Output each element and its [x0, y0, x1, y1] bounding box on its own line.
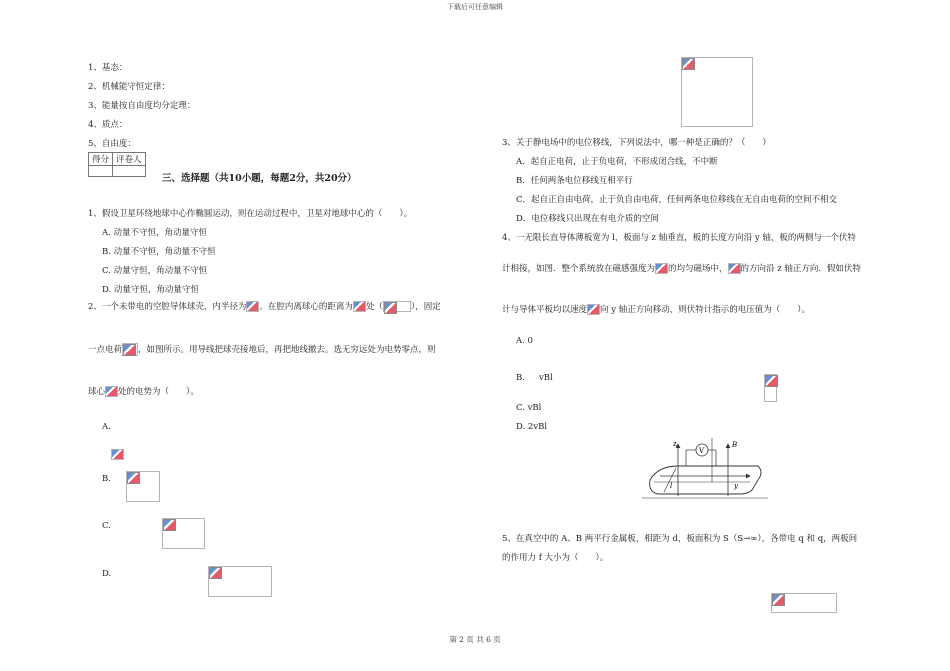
- formula-image-icon: [122, 343, 138, 356]
- q2-option-b: B.: [102, 474, 111, 484]
- q2-line3-b: 处的电势为（ ）。: [118, 387, 199, 397]
- q4-line3: [502, 303, 810, 315]
- q4-option-b-image: [764, 374, 777, 402]
- q2-line1-d: ），固定: [410, 302, 441, 312]
- image-icon: [656, 264, 667, 273]
- formula-image-icon: [246, 301, 259, 312]
- image-icon: [163, 519, 176, 531]
- q3-option-d: D．电位移线只出现在有电介质的空间: [516, 214, 659, 224]
- q4-line2-a: 计相接，如图．整个系统放在磁感强度为: [502, 264, 656, 274]
- formula-image-icon: [353, 301, 366, 312]
- q2-option-c: C.: [102, 521, 111, 531]
- q4-line3-b: 向 y 轴正方向移动，则伏特计指示的电压值为（ ）。: [600, 305, 810, 315]
- q4-line2: [502, 262, 861, 274]
- q5-line2: 的作用力 f 大小为（ ）。: [502, 553, 609, 563]
- image-icon: [729, 264, 740, 273]
- q3-stem: 3、关于静电场中的电位移线，下列说法中，哪一种是正确的？（ ）: [502, 138, 771, 148]
- image-icon: [354, 302, 365, 311]
- score-table: [88, 152, 146, 177]
- q3-option-b: B．任何两条电位移线互相平行: [516, 176, 633, 186]
- q4-line1: 4、一无限长直导体薄板宽为 l，板面与 z 轴垂直，板的长度方向沿 y 轴，板的两侧与一个伏特: [502, 233, 856, 243]
- q2-option-b-image: [126, 471, 160, 502]
- q2-line3: [88, 385, 199, 397]
- page-header: 下载后可任意编辑: [447, 3, 503, 11]
- q3-option-c: C．起自正自由电荷，止于负自由电荷，任何两条电位移线在无自由电荷的空间不相交: [516, 195, 838, 205]
- q2-option-a-image: [111, 449, 124, 460]
- fill-item-1: 1、基态：: [88, 63, 128, 73]
- q1-stem: 1、假设卫星环绕地球中心作椭圆运动，则在运动过程中，卫星对地球中心的（ ）。: [88, 209, 413, 219]
- q2-line2-b: ，如图所示。用导线把球壳接地后，再把地线撤去。选无穷远处为电势零点，则: [138, 345, 436, 355]
- width-label: l: [670, 482, 673, 490]
- image-icon: [247, 302, 258, 311]
- formula-image-icon: [105, 386, 118, 397]
- formula-image-icon: [728, 263, 741, 274]
- fill-item-3: 3、能量按自由度均分定理：: [88, 101, 196, 111]
- q2-option-a: A.: [102, 422, 111, 432]
- q2-option-d-image: [208, 566, 272, 597]
- image-icon: [588, 305, 599, 314]
- q5-line1: 5、在真空中的 A、B 两平行金属板，相距为 d，板面积为 S（S→∞），各带电 q 和 q，两板间: [502, 534, 858, 544]
- q4-line2-b: 的均匀磁场中，: [668, 264, 728, 274]
- grader-cell: 评卷人: [113, 153, 146, 166]
- y-axis-label: y: [734, 482, 738, 490]
- q4-option-b: B.: [516, 373, 525, 383]
- grader-blank: [113, 166, 146, 177]
- q2-figure-image: [681, 57, 753, 127]
- q1-option-b: B. 动量不守恒，角动量不守恒: [102, 247, 216, 257]
- q4-line3-a: 计与导体平板均以速度: [502, 305, 588, 315]
- q2-line1-b: 。在腔内离球心的距离为: [259, 302, 353, 312]
- q1-option-d: D. 动量守恒，角动量守恒: [102, 285, 199, 295]
- image-icon: [209, 567, 222, 579]
- q1-option-c: C. 动量守恒，角动量不守恒: [102, 266, 208, 276]
- page-footer: 第 2 页 共 6 页: [449, 635, 501, 644]
- q4-option-b-value: vBl: [539, 373, 553, 383]
- image-icon: [772, 594, 785, 606]
- q4-line2-c: 的方向沿 z 轴正方向．假如伏特: [740, 264, 861, 274]
- q4-option-d: D. 2vBl: [516, 422, 548, 432]
- conductor-plate: [650, 466, 761, 494]
- score-blank: [89, 166, 113, 177]
- image-icon: [765, 375, 778, 387]
- q2-line1-a: 2、一个未带电的空腔导体球壳，内半径为: [88, 302, 247, 312]
- formula-image-icon: [383, 301, 411, 312]
- q2-option-d: D.: [102, 569, 112, 579]
- q2-line1-c: 处（: [365, 302, 383, 312]
- voltmeter-label: V: [699, 447, 705, 455]
- z-axis-label: z: [673, 440, 677, 448]
- image-icon: [123, 344, 136, 356]
- b-field-label: B: [732, 441, 738, 449]
- formula-image-icon: [587, 304, 600, 315]
- q2-option-c-image: [162, 518, 205, 549]
- score-cell: 得分: [89, 153, 113, 166]
- formula-image-icon: [655, 263, 668, 274]
- q2-line2: [88, 343, 436, 356]
- q2-line2-a: 一点电荷: [88, 345, 123, 355]
- q2-line3-a: 球心: [88, 387, 106, 397]
- q2-line1: [88, 300, 441, 312]
- image-icon: [384, 302, 397, 314]
- fill-item-5: 5、自由度：: [88, 139, 136, 149]
- q5-option-image: [771, 593, 837, 613]
- q4-option-a: A. 0: [516, 336, 533, 346]
- q4-figure: [640, 436, 770, 502]
- fill-item-4: 4、质点：: [88, 120, 128, 130]
- q3-option-a: A．起自正电荷，止于负电荷，不形成闭合线，不中断: [516, 157, 718, 167]
- section-title: 三、选择题（共10小题，每题2分，共20分）: [162, 173, 357, 184]
- image-icon: [127, 472, 140, 484]
- image-icon: [682, 58, 695, 70]
- image-icon: [112, 450, 123, 459]
- image-icon: [106, 387, 117, 396]
- q4-option-c: C. vBl: [516, 403, 542, 413]
- q1-option-a: A. 动量不守恒，角动量守恒: [102, 228, 208, 238]
- fill-item-2: 2、机械能守恒定律：: [88, 82, 170, 92]
